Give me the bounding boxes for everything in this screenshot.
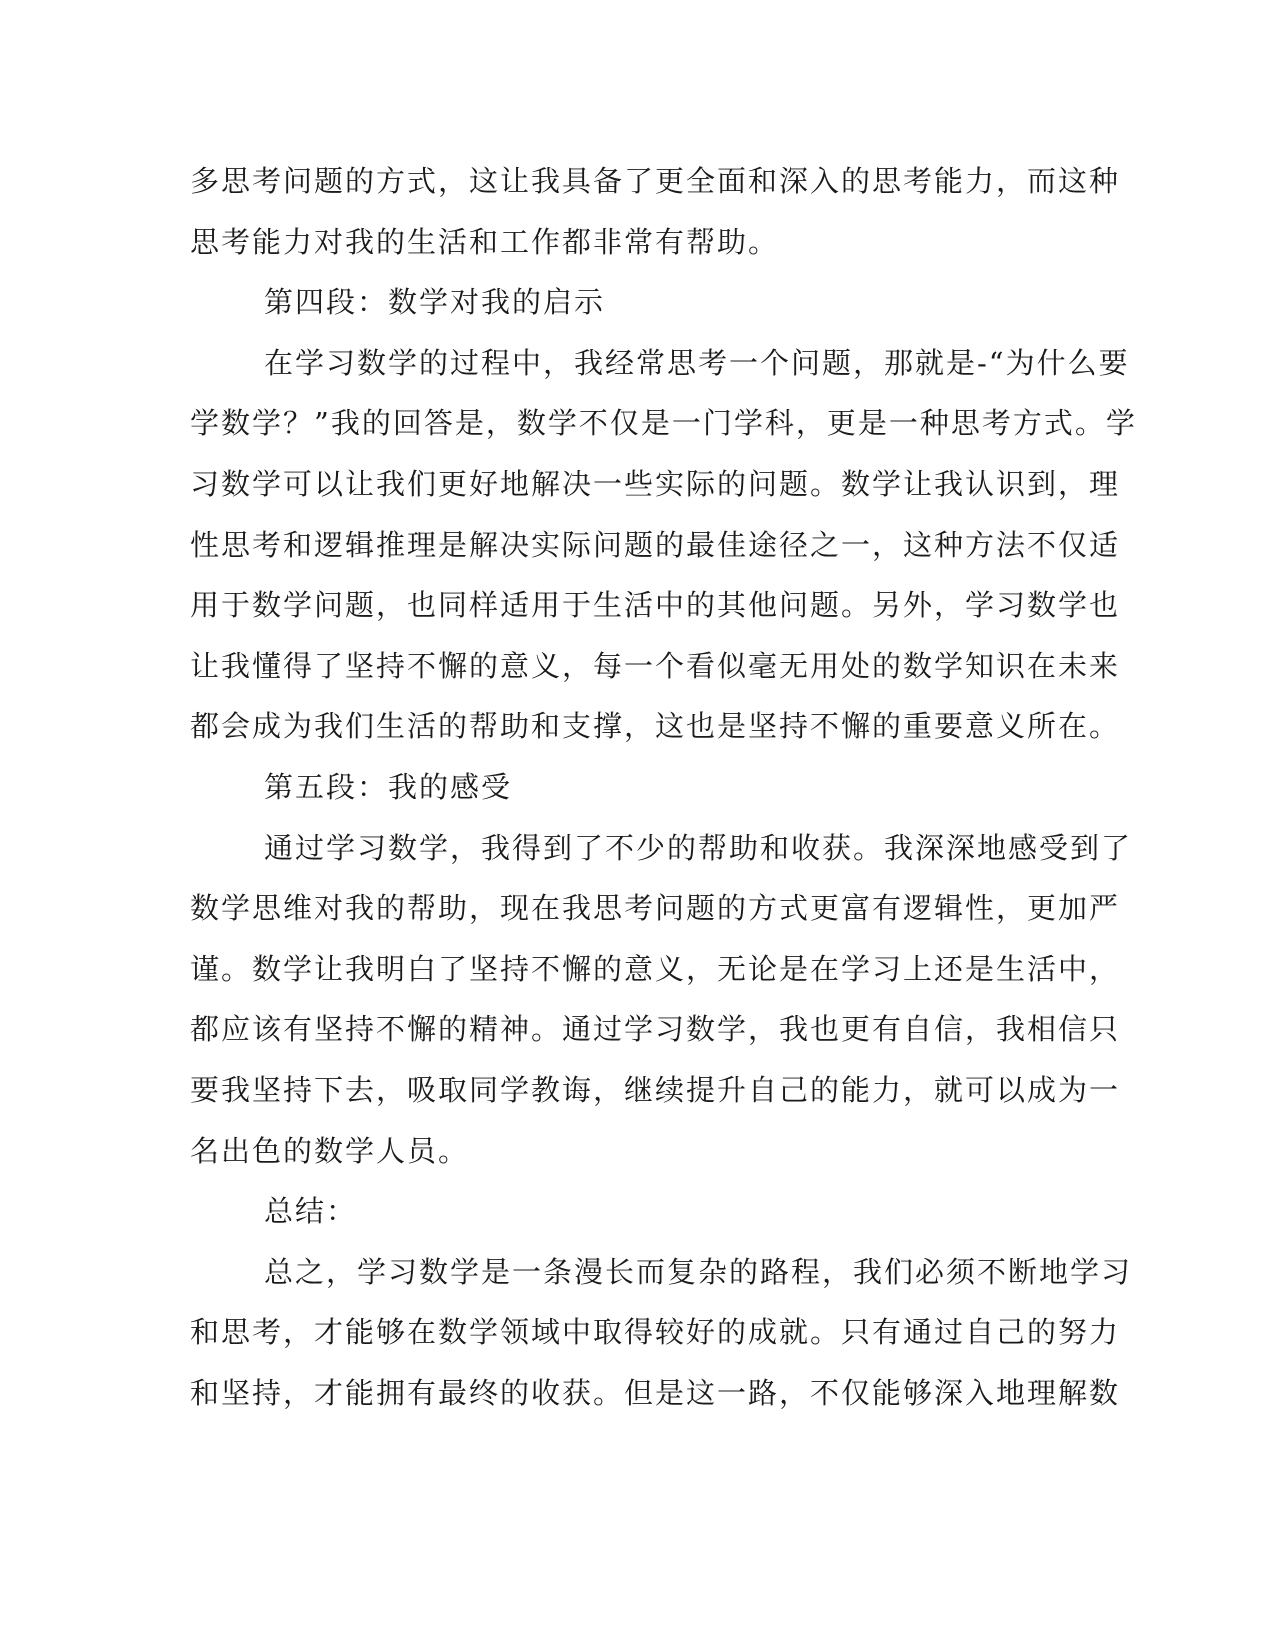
text-line: 多思考问题的方式，这让我具备了更全面和深入的思考能力，而这种: [190, 164, 1121, 198]
document-body: [190, 162, 1137, 1434]
text-line: 都应该有坚持不懈的精神。通过学习数学，我也更有自信，我相信只: [190, 1012, 1121, 1047]
text-line: 和思考，才能够在数学领域中取得较好的成就。只有通过自己的努力: [190, 1315, 1121, 1350]
section-heading: 第四段：数学对我的启示: [264, 285, 606, 320]
text-line: 都会成为我们生活的帮助和支撑，这也是坚持不懈的重要意义所在。: [190, 709, 1121, 744]
text-line: 让我懂得了坚持不懈的意义，每一个看似毫无用处的数学知识在未来: [190, 648, 1121, 683]
text-line: 性思考和逻辑推理是解决实际问题的最佳途径之一，这种方法不仅适: [190, 527, 1121, 562]
text-line: 和坚持，才能拥有最终的收获。但是这一路，不仅能够深入地理解数: [190, 1375, 1121, 1410]
text-line: 用于数学问题，也同样适用于生活中的其他问题。另外，学习数学也: [190, 588, 1121, 623]
text-line: 谨。数学让我明白了坚持不懈的意义，无论是在学习上还是生活中，: [190, 951, 1121, 986]
text-line: 在学习数学的过程中，我经常思考一个问题，那就是-“为什么要: [264, 345, 1130, 380]
text-line: 总之，学习数学是一条漫长而复杂的路程，我们必须不断地学习: [264, 1254, 1133, 1289]
section-heading: 总结：: [264, 1194, 358, 1229]
text-line: 思考能力对我的生活和工作都非常有帮助。: [190, 224, 780, 259]
text-line: 学数学？”我的回答是，数学不仅是一门学科，更是一种思考方式。学: [190, 406, 1137, 441]
text-line: 数学思维对我的帮助，现在我思考问题的方式更富有逻辑性，更加严: [190, 891, 1121, 926]
section-heading: 第五段：我的感受: [264, 769, 513, 804]
text-line: 要我坚持下去，吸取同学教诲，继续提升自己的能力，就可以成为一: [190, 1072, 1121, 1107]
text-line: 名出色的数学人员。: [190, 1133, 470, 1168]
text-line: 通过学习数学，我得到了不少的帮助和收获。我深深地感受到了: [264, 830, 1133, 865]
text-line: 习数学可以让我们更好地解决一些实际的问题。数学让我认识到，理: [190, 466, 1121, 501]
